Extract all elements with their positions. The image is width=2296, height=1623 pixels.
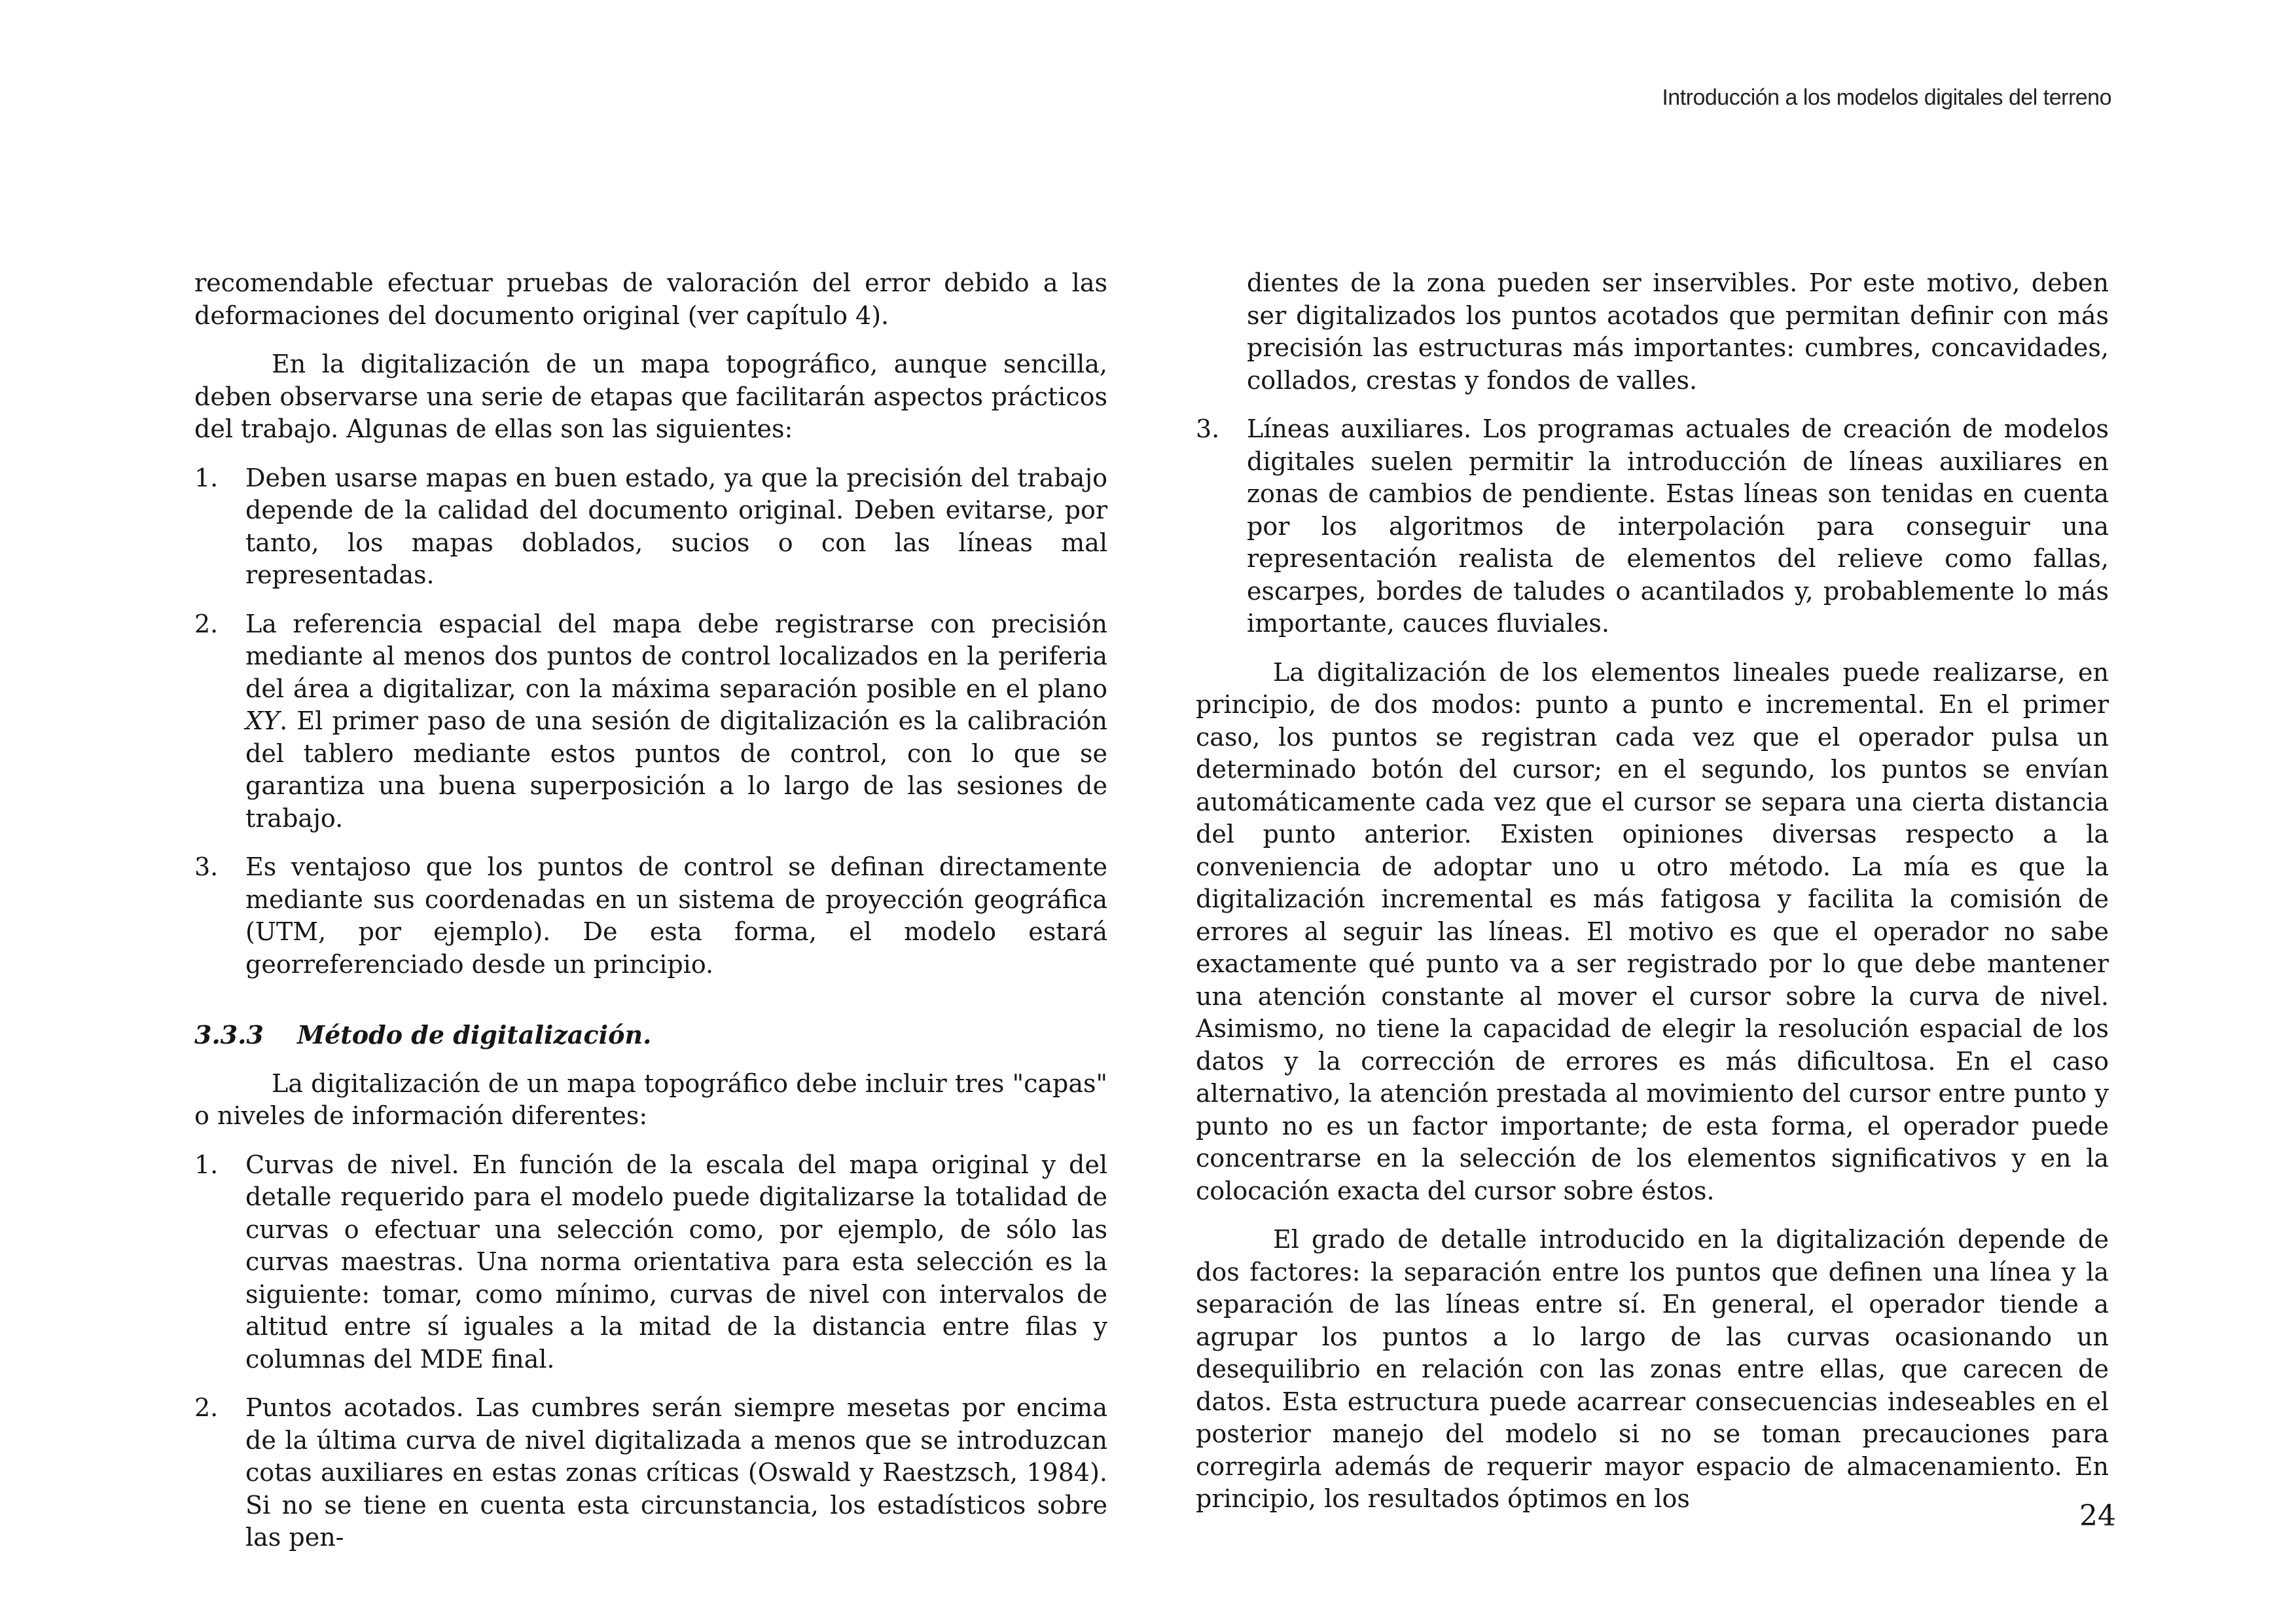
list-number: 3. bbox=[194, 852, 219, 881]
list-number: 2. bbox=[194, 1393, 219, 1422]
list-text-emphasis: XY bbox=[245, 706, 280, 735]
layer-list-item-3 bbox=[1196, 413, 2109, 640]
list-text: Deben usarse mapas en buen estado, ya que la precisión del trabajo depende de la calidad del documento original. Deben evitarse, por tanto, los mapas doblados, sucios o con las líneas mal representadas. bbox=[245, 463, 1107, 589]
left-column bbox=[194, 267, 1107, 1571]
list-item-continuation: dientes de la zona pueden ser inservibles. Por este motivo, deben ser digitalizados los puntos acotados que permitan definir con más precisión las estructuras más importantes: cumbres, concavidades, collados, crestas y fondos de valles. bbox=[1247, 268, 2109, 395]
paragraph-detail-level: El grado de detalle introducido en la digitalización depende de dos factores: la separación entre los puntos que definen una línea y la separación de las líneas entre sí. En general, el operador tiende a agrupar los puntos a lo largo de las curvas ocasionando un desequilibrio en relación con las zonas entre ellas, que carecen de datos. Esta estructura puede acarrear consecuencias indeseables en el posterior manejo del modelo si no se toman precauciones para corregirla además de requerir mayor espacio de almacenamiento. En principio, los resultados óptimos en los bbox=[1196, 1225, 2109, 1513]
paragraph-layers-intro: La digitalización de un mapa topográfico debe incluir tres "capas" o niveles de información diferentes: bbox=[194, 1068, 1107, 1130]
paragraph-linear-elements: La digitalización de los elementos lineales puede realizarse, en principio, de dos modos: punto a punto e incremental. En el primer caso, los puntos se registran cada vez que el operador pulsa un determinado botón del cursor; en el segundo, los puntos se envían automáticamente cada vez que el cursor se separa una cierta distancia del punto anterior. Existen opiniones diversas respecto a la conveniencia de adoptar uno u otro método. La mía es que la digitalización incremental es más fatigosa y facilita la comisión de errores al seguir las líneas. El motivo es que el operador no sabe exactamente qué punto va a ser registrado por lo que debe mantener una atención constante al mover el cursor sobre la curva de nivel. Asimismo, no tiene la capacidad de elegir la resolución espacial de los datos y la corrección de errores es más dificultosa. En el caso alternativo, la atención prestada al movimiento del cursor entre punto y punto no es un factor importante; de esta forma, el operador puede concentrarse en la selección de los elementos significativos y en la colocación exacta del cursor sobre éstos. bbox=[1196, 657, 2109, 1205]
list-number: 1. bbox=[194, 463, 219, 492]
list-number: 1. bbox=[194, 1150, 219, 1179]
stage-list-item-3 bbox=[194, 851, 1107, 981]
list-text: Curvas de nivel. En función de la escala del mapa original y del detalle requerido para el modelo puede digitalizarse la totalidad de curvas o efectuar una selección como, por ejemplo, de sólo las curvas maestras. Una norma orientativa para esta selección es la siguiente: tomar, como mínimo, curvas de nivel con intervalos de altitud entre sí iguales a la mitad de la distancia entre filas y columnas del MDE final. bbox=[245, 1150, 1107, 1374]
stage-list-item-2 bbox=[194, 608, 1107, 835]
list-text: Líneas auxiliares. Los programas actuales de creación de modelos digitales suelen permitir la introducción de líneas auxiliares en zonas de cambios de pendiente. Estas líneas son tenidas en cuenta por los algoritmos de interpolación para conseguir una representación realista de elementos del relieve como fallas, escarpes, bordes de taludes o acantilados y, probablemente lo más importante, cauces fluviales. bbox=[1247, 414, 2109, 638]
page-number: 24 bbox=[2079, 1499, 2116, 1533]
paragraph-stages-intro: En la digitalización de un mapa topográfico, aunque sencilla, deben observarse una serie de etapas que facilitarán aspectos prácticos del trabajo. Algunas de ellas son las siguientes: bbox=[194, 350, 1107, 443]
running-header: Introducción a los modelos digitales del terreno bbox=[1662, 85, 2111, 110]
section-number: 3.3.3 bbox=[194, 1020, 264, 1049]
list-number: 2. bbox=[194, 609, 219, 638]
section-heading bbox=[194, 1019, 1107, 1051]
layer-list-item-2 bbox=[194, 1392, 1107, 1554]
paragraph-continuation: recomendable efectuar pruebas de valoración del error debido a las deformaciones del documento original (ver capítulo 4). bbox=[194, 268, 1107, 330]
layer-list-item-1 bbox=[194, 1149, 1107, 1376]
stage-list-item-1 bbox=[194, 462, 1107, 592]
right-column bbox=[1196, 267, 2109, 1532]
list-text: Puntos acotados. Las cumbres serán siempre mesetas por encima de la última curva de nivel digitalizada a menos que se introduzcan cotas auxiliares en estas zonas críticas (Oswald y Raestzsch, 1984). Si no se tiene en cuenta esta circunstancia, los estadísticos sobre las pen- bbox=[245, 1393, 1107, 1552]
list-text-b: . El primer paso de una sesión de digitalización es la calibración del tablero mediante estos puntos de control, con lo que se garantiza una buena superposición a lo largo de las sesiones de trabajo. bbox=[245, 706, 1107, 833]
list-text: Es ventajoso que los puntos de control se definan directamente mediante sus coordenadas en un sistema de proyección geográfica (UTM, por ejemplo). De esta forma, el modelo estará georreferenciado desde un principio. bbox=[245, 852, 1107, 979]
list-number: 3. bbox=[1196, 414, 1220, 443]
list-text-a: La referencia espacial del mapa debe registrarse con precisión mediante al menos dos puntos de control localizados en la periferia del área a digitalizar, con la máxima separación posible en el plano bbox=[245, 609, 1107, 703]
section-title: Método de digitalización. bbox=[297, 1020, 652, 1049]
